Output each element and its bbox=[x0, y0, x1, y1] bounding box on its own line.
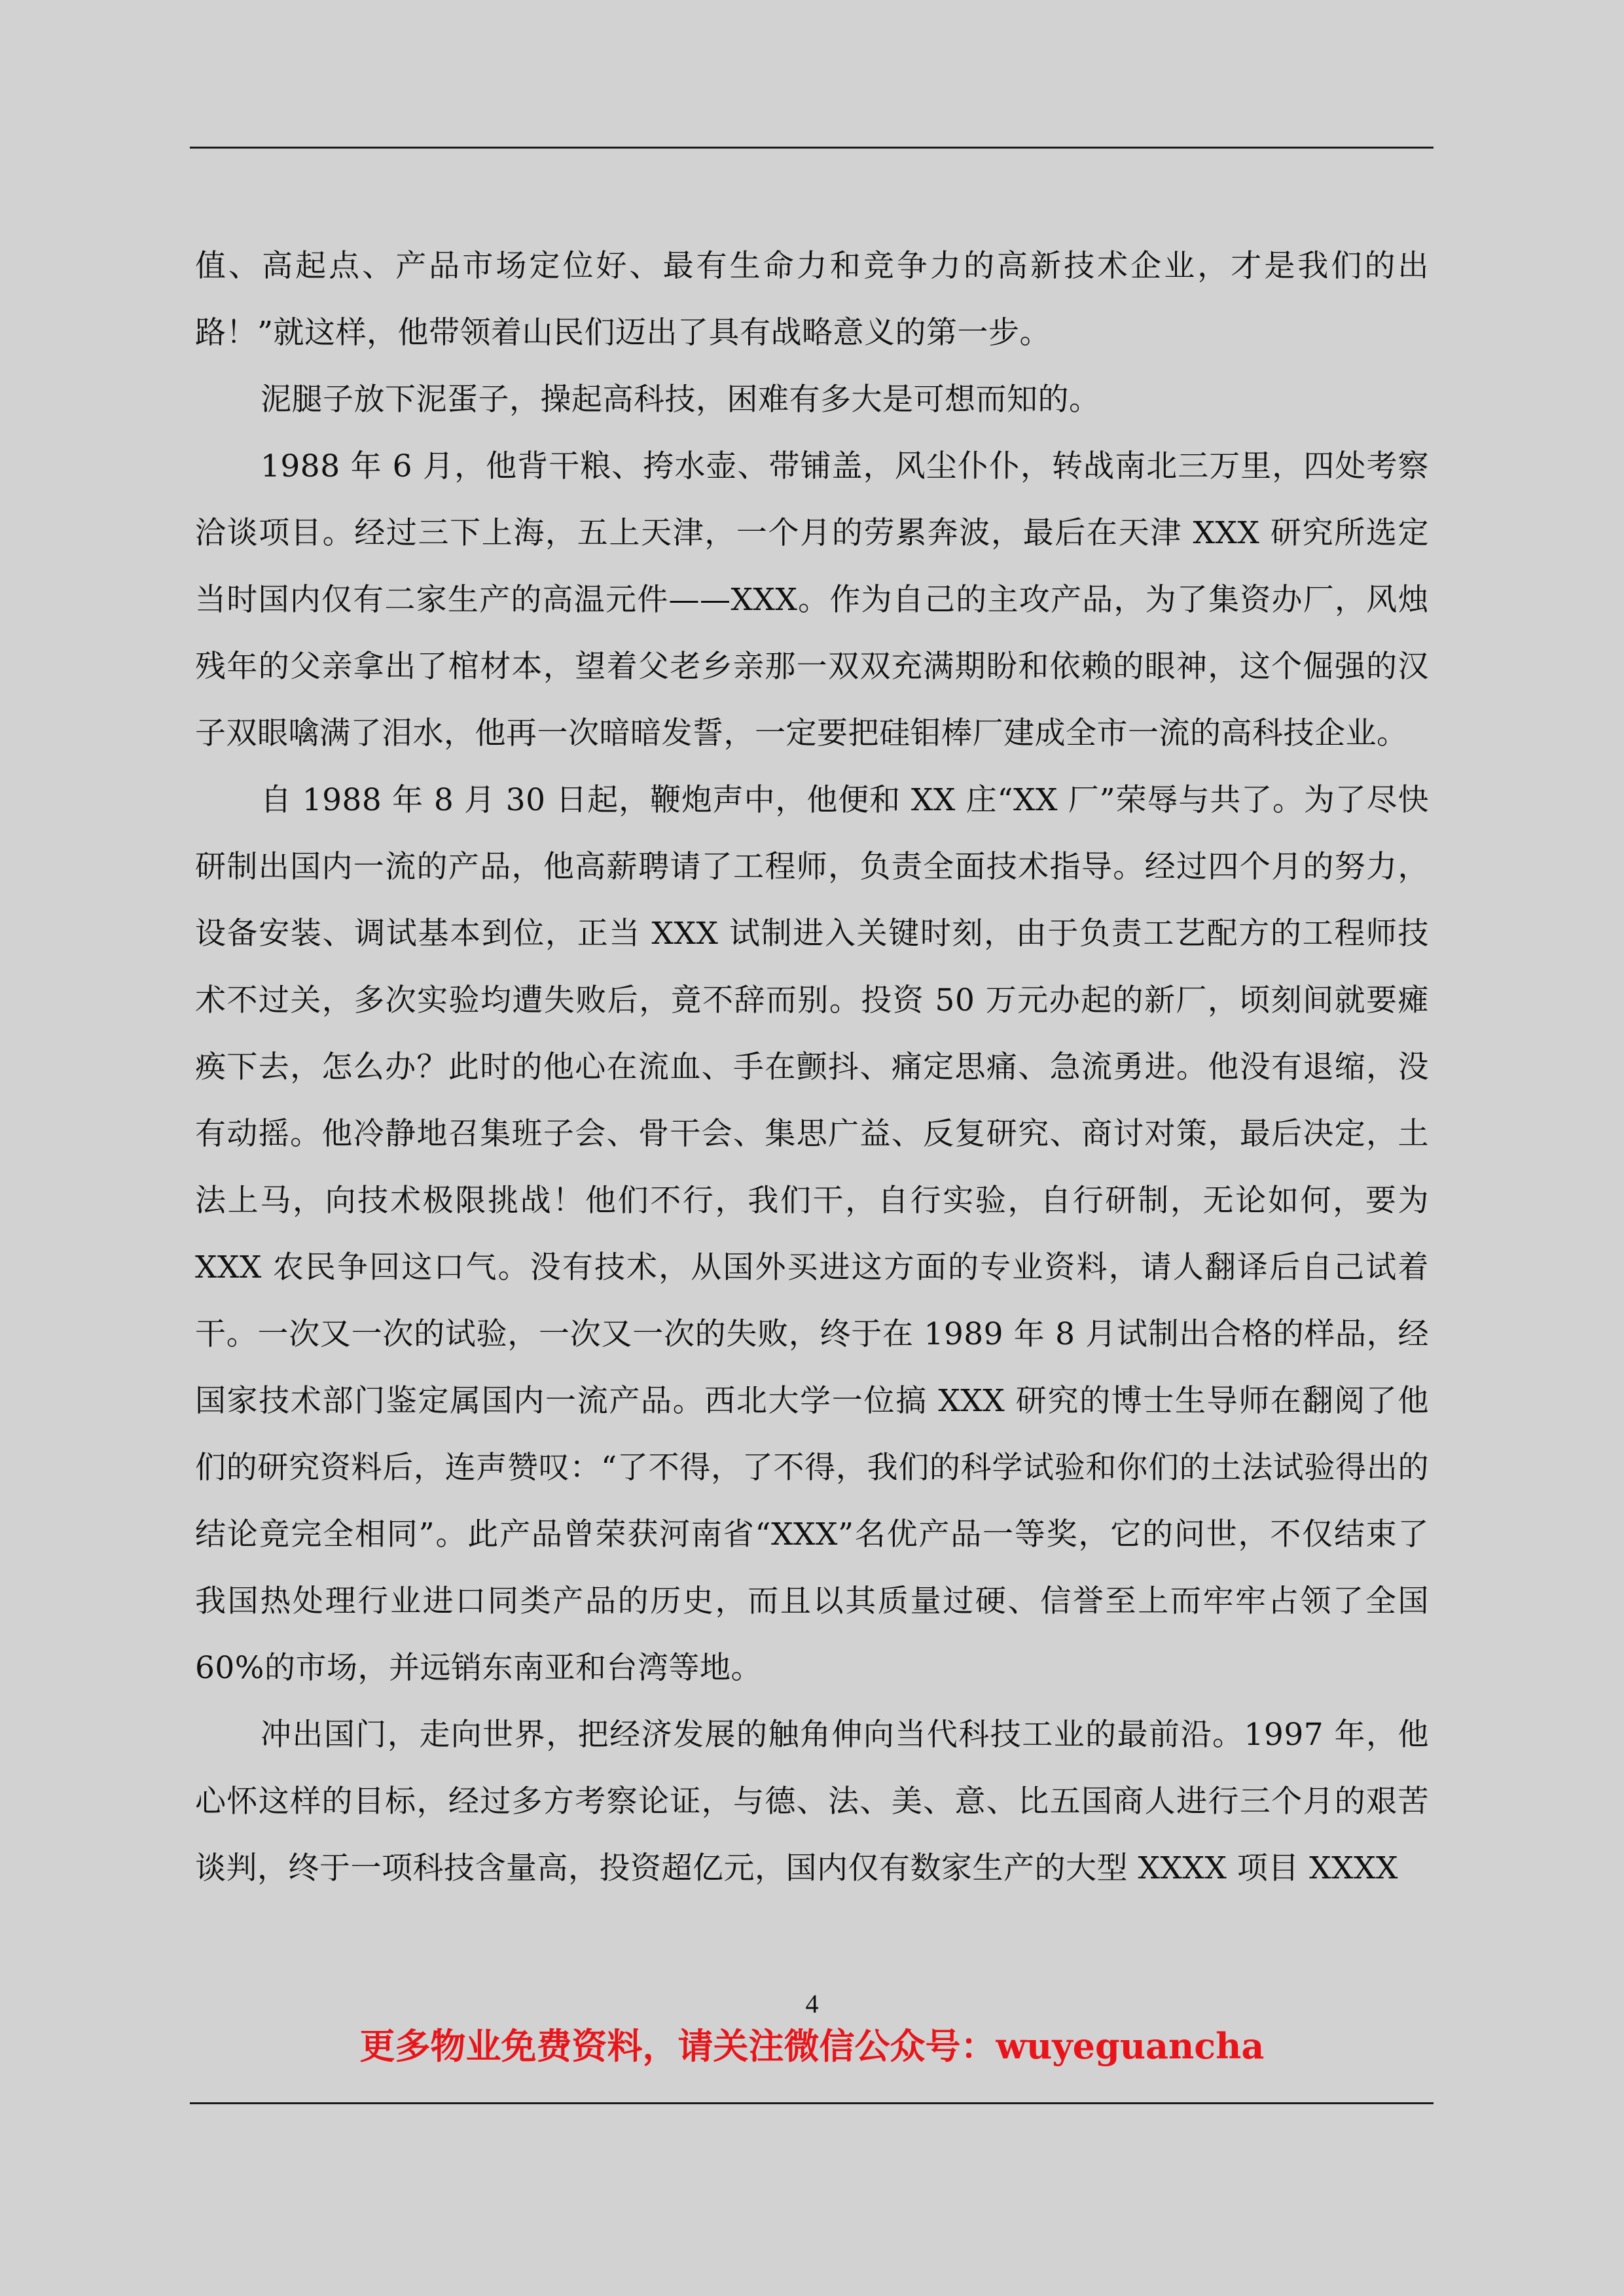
paragraph: 冲出国门，走向世界，把经济发展的触角伸向当代科技工业的最前沿。1997 年，他心怀这样的目标，经过多方考察论证，与德、法、美、意、比五国商人进行三个月的艰苦谈判，终于一项科技含量高，投资超亿元，国内仅有数家生产的大型 XXXX 项目 XXXX bbox=[195, 1717, 1429, 1886]
document-body bbox=[195, 233, 1429, 1902]
paragraph: 自 1988 年 8 月 30 日起，鞭炮声中，他便和 XX 庄“XX 厂”荣辱与共了。为了尽快研制出国内一流的产品，他高薪聘请了工程师，负责全面技术指导。经过四个月的努力，设备安装、调试基本到位，正当 XXX 试制进入关键时刻，由于负责工艺配方的工程师技术不过关，多次实验均遭失败后，竟不辞而别。投资 50 万元办起的新厂，顷刻间就要瘫痪下去，怎么办？此时的他心在流血、手在颤抖、痛定思痛、急流勇进。他没有退缩，没有动摇。他冷静地召集班子会、骨干会、集思广益、反复研究、商讨对策，最后决定，土法上马，向技术极限挑战！他们不行，我们干，自行实验，自行研制，无论如何，要为 XXX 农民争回这口气。没有技术，从国外买进这方面的专业资料，请人翻译后自己试着干。一次又一次的试验，一次又一次的失败，终于在 1989 年 8 月试制出合格的样品，经国家技术部门鉴定属国内一流产品。西北大学一位搞 XXX 研究的博士生导师在翻阅了他们的研究资料后，连声赞叹：“了不得，了不得，我们的科学试验和你们的土法试验得出的结论竟完全相同”。此产品曾荣获河南省“XXX”名优产品一等奖，它的问世，不仅结束了我国热处理行业进口同类产品的历史，而且以其质量过硬、信誉至上而牢牢占领了全国 60%的市场，并远销东南亚和台湾等地。 bbox=[195, 782, 1429, 1686]
paragraph-continued: 值、高起点、产品市场定位好、最有生命力和竞争力的高新技术企业，才是我们的出路！”就这样，他带领着山民们迈出了具有战略意义的第一步。 bbox=[195, 248, 1429, 351]
paragraph: 泥腿子放下泥蛋子，操起高科技，困难有多大是可想而知的。 bbox=[261, 382, 1100, 418]
paragraph: 1988 年 6 月，他背干粮、挎水壶、带铺盖，风尘仆仆，转战南北三万里，四处考察洽谈项目。经过三下上海，五上天津，一个月的劳累奔波，最后在天津 XXX 研究所选定当时国内仅有二家生产的高温元件——XXX。作为自己的主攻产品，为了集资办厂，风烛残年的父亲拿出了棺材本，望着父老乡亲那一双双充满期盼和依赖的眼神，这个倔强的汉子双眼噙满了泪水，他再一次暗暗发誓，一定要把硅钼棒厂建成全市一流的高科技企业。 bbox=[195, 448, 1429, 751]
page-number: 4 bbox=[805, 1989, 819, 2018]
footer-rule bbox=[190, 2102, 1434, 2104]
header-rule bbox=[190, 147, 1434, 149]
footer-promo-notice: 更多物业免费资料，请关注微信公众号：wuyeguancha bbox=[359, 2025, 1265, 2067]
